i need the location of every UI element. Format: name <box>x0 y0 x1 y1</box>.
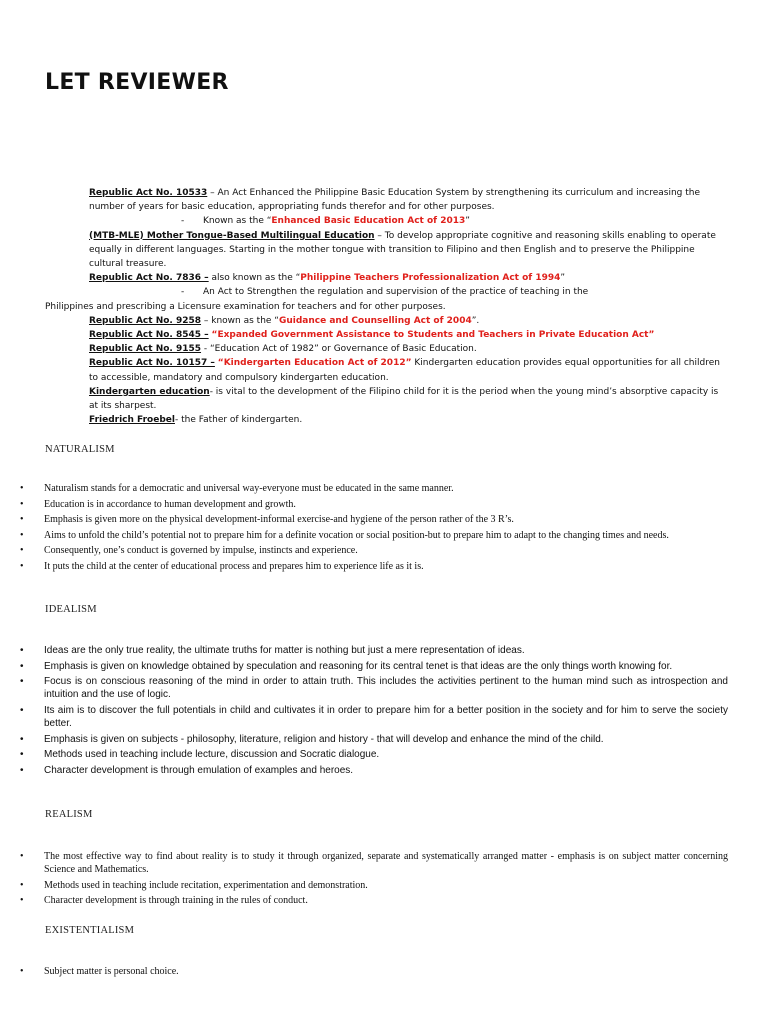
bullet-icon: • <box>20 879 24 891</box>
list-item-text: The most effective way to find about reality is to study it through organized, separate and systematically arranged matter - emphasis is on subject matter concerning Science and Mathematics. <box>44 851 728 876</box>
ra-10533-text: – An Act Enhanced the Philippine Basic Education System by strengthening its curriculum and increasing the number of years for basic education, appropriating funds therefor and for other purposes. <box>89 188 701 213</box>
republic-acts-section <box>45 186 725 427</box>
list-item-text: Education is in accordance to human development and growth. <box>44 498 296 510</box>
froebel-paragraph: Friedrich Froebel- the Father of kindergarten. <box>89 415 303 426</box>
ra-10533-title: Enhanced Basic Education Act of 2013 <box>271 216 466 227</box>
ra-8545-paragraph <box>45 328 725 342</box>
bullet-icon: • <box>20 704 24 716</box>
list-item <box>0 965 728 978</box>
ra-9258-paragraph: Republic Act No. 9258 – known as the “Guidance and Counselling Act of 2004”. <box>89 315 480 326</box>
froebel-label: Friedrich Froebel <box>89 415 175 426</box>
idealism-list <box>0 644 728 780</box>
bullet-icon: • <box>20 749 24 761</box>
ra-9155-label: Republic Act No. 9155 <box>89 344 202 355</box>
ra-10157-title: “Kindergarten Education Act of 2012” <box>217 358 412 369</box>
list-item-text: Aims to unfold the child’s potential not to prepare him for a definite vocation or social position-but to prepare him to adapt to the changing times and needs. <box>44 529 669 541</box>
list-item-text: Character development is through training in the rules of conduct. <box>44 895 308 907</box>
list-item-text: Ideas are the only true reality, the ultimate truths for matter is nothing but just a mere representation of ideas. <box>44 645 525 656</box>
list-item <box>0 644 728 657</box>
kindergarten-paragraph: Kindergarten education- is vital to the development of the Filipino child for it is the period when the young mind’s absorptive capacity is at its sharpest. <box>89 386 719 412</box>
naturalism-heading: NATURALISM <box>45 444 115 455</box>
bullet-icon: • <box>20 545 24 557</box>
bullet-icon: • <box>20 560 24 572</box>
ra-10157-label: Republic Act No. 10157 – <box>89 358 215 369</box>
ra-10533-known-as: - Known as the “Enhanced Basic Education Act of 2013” <box>181 216 470 227</box>
list-item <box>0 482 728 495</box>
ra-10157-paragraph: Republic Act No. 10157 – “Kindergarten Education Act of 2012” Kindergarten education provides equal opportunities for all children to accessible, mandatory and compulsory kindergarten education. <box>89 358 720 383</box>
bullet-icon: • <box>20 514 24 526</box>
ra-7836-description: - An Act to Strengthen the regulation and supervision of the practice of teaching in the <box>181 287 589 298</box>
ra-10533-paragraph <box>45 186 725 214</box>
list-item <box>0 764 728 777</box>
list-item-text: Methods used in teaching include lecture, discussion and Socratic dialogue. <box>44 749 380 761</box>
list-item-text: Naturalism stands for a democratic and universal way-everyone must be educated in the same manner. <box>44 483 454 494</box>
list-item <box>0 894 728 907</box>
list-item-text: Character development is through emulation of examples and heroes. <box>44 764 354 776</box>
list-item <box>0 544 728 557</box>
ra-7836-title: Philippine Teachers Professionalization Act of 1994 <box>300 273 561 284</box>
existentialism-list <box>0 965 728 981</box>
list-item <box>0 704 728 730</box>
list-item-text: Focus is on conscious reasoning of the mind in order to attain truth. This includes the activities pertinent to the human mind such as introspection and intuition and the use of logic. <box>44 676 728 701</box>
ra-9258-title: Guidance and Counselling Act of 2004 <box>278 315 472 326</box>
list-item-text: Consequently, one’s conduct is governed by impulse, instincts and experience. <box>44 545 358 557</box>
list-item-text: Subject matter is personal choice. <box>44 966 179 977</box>
bullet-icon: • <box>20 660 24 672</box>
ra-9155-paragraph: Republic Act No. 9155 - “Education Act of 1982” or Governance of Basic Education. <box>89 344 477 355</box>
list-item-text: It puts the child at the center of educational process and prepares him to experience life as it is. <box>44 560 424 572</box>
ra-8545-title: “Expanded Government Assistance to Students and Teachers in Private Education Act” <box>211 330 655 341</box>
bullet-icon: • <box>20 851 24 862</box>
list-item <box>0 560 728 573</box>
list-item <box>0 850 728 876</box>
realism-list <box>0 850 728 910</box>
list-item-text: Emphasis is given on knowledge obtained by speculation and reasoning for its central tenet is that ideas are the only things worth knowing for. <box>44 660 673 672</box>
idealism-heading: IDEALISM <box>45 604 97 615</box>
list-item <box>0 529 728 542</box>
list-item <box>0 733 728 746</box>
ra-8545-label: Republic Act No. 8545 – <box>89 330 209 341</box>
naturalism-list <box>0 482 728 576</box>
mtb-mle-label: (MTB-MLE) Mother Tongue-Based Multilingual Education <box>89 230 375 241</box>
list-item-text: Its aim is to discover the full potentials in child and cultivates it in order to prepare him for a better position in the society and for him to serve the society better. <box>44 704 728 730</box>
ra-7836-label: Republic Act No. 7836 – <box>89 273 209 284</box>
page-title: LET REVIEWER <box>45 70 229 95</box>
list-item <box>0 660 728 673</box>
bullet-icon: • <box>20 529 24 541</box>
list-item-text: Emphasis is given on subjects - philosophy, literature, religion and history - that will develop and enhance the mind of the child. <box>44 733 604 745</box>
list-item-text: Emphasis is given more on the physical development-informal exercise-and hygiene of the person rather of the 3 R’s. <box>44 514 514 526</box>
kindergarten-label: Kindergarten education <box>89 386 210 397</box>
bullet-icon: • <box>20 895 24 907</box>
ra-7836-description-cont: Philippines and prescribing a Licensure examination for teachers and for other purposes. <box>45 301 446 312</box>
bullet-icon: • <box>20 966 24 977</box>
bullet-icon: • <box>20 483 24 494</box>
ra-10533-label: Republic Act No. 10533 <box>89 188 208 198</box>
bullet-icon: • <box>20 733 24 745</box>
ra-7836-paragraph: Republic Act No. 7836 – also known as the “Philippine Teachers Professionalization Act of 1994” <box>89 273 566 284</box>
list-item <box>0 513 728 526</box>
mtb-mle-paragraph: (MTB-MLE) Mother Tongue-Based Multilingual Education – To develop appropriate cognitive and reasoning skills enabling to operate equally in different languages. Starting in the mother tongue with transition to Filipino and then English and to preserve the Philippine cultural treasure. <box>89 230 716 270</box>
list-item-text: Methods used in teaching include recitation, experimentation and demonstration. <box>44 879 368 891</box>
bullet-icon: • <box>20 498 24 510</box>
list-item <box>0 498 728 511</box>
bullet-icon: • <box>20 676 24 688</box>
ra-9258-label: Republic Act No. 9258 <box>89 315 202 326</box>
bullet-icon: • <box>20 645 24 656</box>
bullet-icon: • <box>20 764 24 776</box>
realism-heading: REALISM <box>45 809 93 820</box>
list-item <box>0 879 728 892</box>
list-item <box>0 748 728 761</box>
list-item <box>0 675 728 701</box>
existentialism-heading: EXISTENTIALISM <box>45 925 135 936</box>
